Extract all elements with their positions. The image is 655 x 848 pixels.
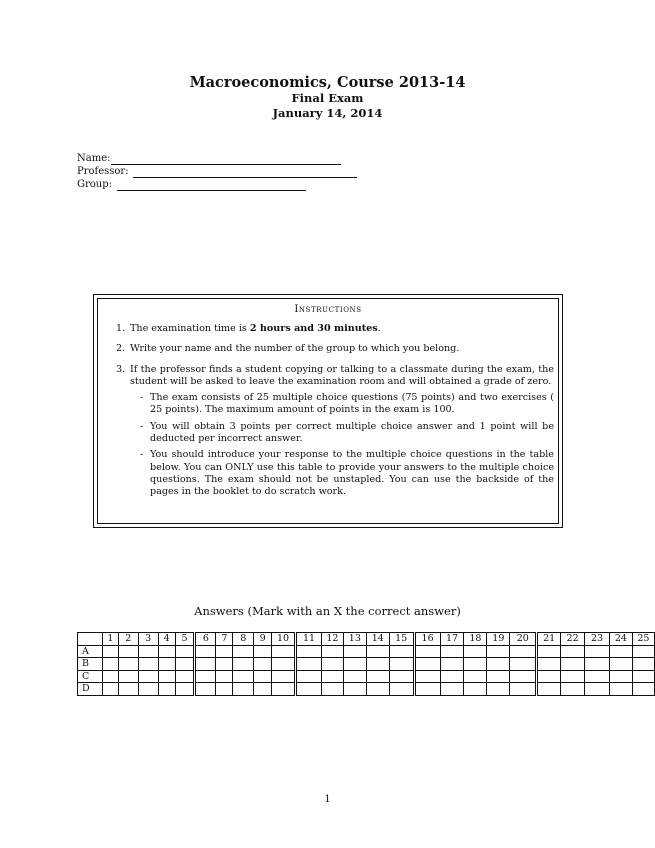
- instructions-title: Instructions: [294, 304, 362, 315]
- instruction-item: [116, 323, 554, 335]
- answer-cell[interactable]: [414, 670, 440, 683]
- instruction-subitem: [140, 449, 554, 498]
- answer-cell[interactable]: [609, 658, 632, 671]
- instruction-text: [130, 323, 554, 335]
- answer-cell[interactable]: [138, 645, 158, 658]
- answer-cell[interactable]: [102, 683, 118, 696]
- question-number-header: 13: [343, 633, 366, 646]
- answer-cell[interactable]: [195, 658, 216, 671]
- student-info-fields: [77, 152, 357, 191]
- question-number-header: 6: [195, 633, 216, 646]
- answer-cell[interactable]: [366, 683, 389, 696]
- answer-cell[interactable]: [487, 683, 510, 696]
- answer-cell[interactable]: [233, 683, 254, 696]
- answer-grid: [77, 632, 655, 696]
- answer-cell[interactable]: [464, 658, 487, 671]
- answer-cell[interactable]: [216, 645, 233, 658]
- instruction-item: [116, 343, 554, 355]
- answer-cell[interactable]: [195, 645, 216, 658]
- answer-cell[interactable]: [296, 645, 322, 658]
- answer-cell[interactable]: [464, 683, 487, 696]
- name-field-row: [77, 152, 357, 165]
- answer-cell[interactable]: [632, 658, 654, 671]
- page-number: 1: [324, 794, 331, 805]
- option-label: C: [78, 670, 103, 683]
- answer-cell[interactable]: [585, 670, 610, 683]
- answer-cell[interactable]: [537, 683, 561, 696]
- question-number-header: 9: [254, 633, 272, 646]
- answer-cell[interactable]: [233, 658, 254, 671]
- exam-subtitle: Final Exam: [291, 91, 364, 105]
- answer-cell[interactable]: [609, 670, 632, 683]
- answer-cell[interactable]: [343, 658, 366, 671]
- answer-cell[interactable]: [561, 670, 585, 683]
- name-field[interactable]: [111, 155, 341, 165]
- answer-cell[interactable]: [272, 658, 296, 671]
- subitem-text: The exam consists of 25 multiple choice questions (75 points) and two exercises ( 25 points). The maximum amount of points in the exam is 100.: [150, 392, 554, 416]
- answer-cell[interactable]: [158, 645, 175, 658]
- answer-cell[interactable]: [158, 658, 175, 671]
- answer-cell[interactable]: [272, 683, 296, 696]
- subitem-dash: -: [140, 449, 144, 461]
- instruction-number: 1.: [116, 323, 126, 334]
- answer-cell[interactable]: [440, 670, 464, 683]
- subitem-dash: -: [140, 420, 144, 432]
- answer-cell[interactable]: [158, 670, 175, 683]
- answer-cell[interactable]: [195, 683, 216, 696]
- answer-cell[interactable]: [175, 683, 195, 696]
- question-number-header: 8: [233, 633, 254, 646]
- instruction-subitem: [140, 421, 554, 446]
- answer-cell[interactable]: [440, 645, 464, 658]
- answer-cell[interactable]: [464, 670, 487, 683]
- subitem-text: You should introduce your response to the multiple choice questions in the table below. You can ONLY use this table to provide your answers to the multiple choice questions. The exam should not be unstapled. You can use the backside of the pages in the booklet to do scratch work.: [150, 449, 554, 498]
- question-number-header: 2: [118, 633, 138, 646]
- answer-grid-row: [78, 645, 655, 658]
- answer-cell[interactable]: [585, 645, 610, 658]
- instructions-list: [116, 323, 554, 503]
- instruction-sublist: [140, 392, 554, 498]
- answer-cell[interactable]: [321, 645, 343, 658]
- exam-title: Macroeconomics, Course 2013-14: [189, 74, 466, 91]
- question-number-header: 18: [464, 633, 487, 646]
- answer-cell[interactable]: [296, 683, 322, 696]
- question-number-header: 10: [272, 633, 296, 646]
- exam-header: [0, 74, 655, 121]
- answer-cell[interactable]: [609, 683, 632, 696]
- question-number-header: 1: [102, 633, 118, 646]
- answer-cell[interactable]: [254, 683, 272, 696]
- answer-cell[interactable]: [537, 645, 561, 658]
- answer-cell[interactable]: [343, 683, 366, 696]
- group-field-row: [77, 178, 357, 191]
- answer-cell[interactable]: [138, 683, 158, 696]
- question-number-header: 25: [632, 633, 654, 646]
- answer-grid-header-row: [78, 633, 655, 646]
- answer-cell[interactable]: [175, 645, 195, 658]
- answer-cell[interactable]: [464, 645, 487, 658]
- question-number-header: 21: [537, 633, 561, 646]
- question-number-header: 15: [389, 633, 414, 646]
- group-label: Group:: [77, 179, 112, 190]
- answer-cell[interactable]: [296, 658, 322, 671]
- answers-title: Answers (Mark with an X the correct answer): [194, 604, 461, 618]
- answer-cell[interactable]: [366, 658, 389, 671]
- answer-cell[interactable]: [487, 670, 510, 683]
- instructions-inner-frame: [97, 298, 559, 524]
- question-number-header: 11: [296, 633, 322, 646]
- answer-cell[interactable]: [561, 645, 585, 658]
- option-label: B: [78, 658, 103, 671]
- answer-cell[interactable]: [321, 658, 343, 671]
- answer-cell[interactable]: [414, 645, 440, 658]
- answer-cell[interactable]: [537, 658, 561, 671]
- answer-cell[interactable]: [366, 670, 389, 683]
- answer-cell[interactable]: [343, 645, 366, 658]
- name-label: Name:: [77, 153, 111, 164]
- answer-cell[interactable]: [272, 645, 296, 658]
- answer-cell[interactable]: [537, 670, 561, 683]
- answer-cell[interactable]: [254, 645, 272, 658]
- answer-cell[interactable]: [233, 645, 254, 658]
- answer-cell[interactable]: [321, 683, 343, 696]
- answer-cell[interactable]: [102, 645, 118, 658]
- question-number-header: 17: [440, 633, 464, 646]
- answer-cell[interactable]: [585, 683, 610, 696]
- answer-cell[interactable]: [510, 683, 537, 696]
- answer-cell[interactable]: [216, 658, 233, 671]
- answer-cell[interactable]: [254, 658, 272, 671]
- answer-cell[interactable]: [158, 683, 175, 696]
- answer-cell[interactable]: [366, 645, 389, 658]
- answer-cell[interactable]: [175, 670, 195, 683]
- professor-label: Professor:: [77, 166, 129, 177]
- instruction-subitem: [140, 392, 554, 417]
- instructions-box: [93, 294, 563, 528]
- answer-cell[interactable]: [118, 645, 138, 658]
- answer-cell[interactable]: [414, 683, 440, 696]
- answer-grid-row: [78, 683, 655, 696]
- answer-grid-row: [78, 658, 655, 671]
- answer-cell[interactable]: [632, 670, 654, 683]
- instruction-text: If the professor finds a student copying or talking to a classmate during the exam, the student will be asked to leave the examination room and will obtained a grade of zero.: [130, 363, 554, 387]
- answer-cell[interactable]: [389, 645, 414, 658]
- question-number-header: 20: [510, 633, 537, 646]
- question-number-header: 7: [216, 633, 233, 646]
- answer-cell[interactable]: [138, 670, 158, 683]
- instruction-item: [116, 364, 554, 389]
- exam-date: January 14, 2014: [272, 106, 383, 120]
- answer-cell[interactable]: [118, 683, 138, 696]
- answer-cell[interactable]: [389, 658, 414, 671]
- answer-cell[interactable]: [585, 658, 610, 671]
- answer-cell[interactable]: [102, 658, 118, 671]
- instruction-text-part: The examination time is: [130, 323, 250, 334]
- group-field[interactable]: [117, 181, 306, 191]
- answer-cell[interactable]: [487, 658, 510, 671]
- question-number-header: 23: [585, 633, 610, 646]
- question-number-header: 5: [175, 633, 195, 646]
- answer-cell[interactable]: [118, 670, 138, 683]
- option-label: A: [78, 645, 103, 658]
- answer-cell[interactable]: [561, 683, 585, 696]
- answer-cell[interactable]: [510, 658, 537, 671]
- answer-cell[interactable]: [440, 683, 464, 696]
- answer-cell[interactable]: [118, 658, 138, 671]
- answer-cell[interactable]: [216, 683, 233, 696]
- question-number-header: 14: [366, 633, 389, 646]
- instruction-number: 3.: [116, 363, 126, 375]
- question-number-header: 12: [321, 633, 343, 646]
- answer-cell[interactable]: [510, 645, 537, 658]
- answer-cell[interactable]: [321, 670, 343, 683]
- answer-grid-row: [78, 670, 655, 683]
- instruction-text: Write your name and the number of the group to which you belong.: [130, 343, 460, 355]
- question-number-header: 3: [138, 633, 158, 646]
- answer-grid-corner-cell: [78, 633, 103, 646]
- answer-cell[interactable]: [632, 645, 654, 658]
- instruction-bold-time: 2 hours and 30 minutes: [249, 323, 378, 334]
- subitem-dash: -: [140, 392, 144, 404]
- answer-cell[interactable]: [389, 670, 414, 683]
- question-number-header: 19: [487, 633, 510, 646]
- question-number-header: 24: [609, 633, 632, 646]
- answer-cell[interactable]: [195, 670, 216, 683]
- answer-cell[interactable]: [609, 645, 632, 658]
- professor-field[interactable]: [133, 168, 357, 178]
- answer-cell[interactable]: [138, 658, 158, 671]
- answer-cell[interactable]: [254, 670, 272, 683]
- answer-cell[interactable]: [487, 645, 510, 658]
- answer-cell[interactable]: [561, 658, 585, 671]
- answer-cell[interactable]: [272, 670, 296, 683]
- question-number-header: 16: [414, 633, 440, 646]
- answer-cell[interactable]: [389, 683, 414, 696]
- answer-cell[interactable]: [343, 670, 366, 683]
- question-number-header: 4: [158, 633, 175, 646]
- answer-cell[interactable]: [175, 658, 195, 671]
- instruction-text-end: .: [377, 323, 381, 334]
- professor-field-row: [77, 165, 357, 178]
- answer-cell[interactable]: [510, 670, 537, 683]
- subitem-text: You will obtain 3 points per correct multiple choice answer and 1 point will be deducted per incorrect answer.: [150, 420, 554, 445]
- answer-cell[interactable]: [414, 658, 440, 671]
- option-label: D: [78, 683, 103, 696]
- answer-cell[interactable]: [440, 658, 464, 671]
- question-number-header: 22: [561, 633, 585, 646]
- instruction-number: 2.: [116, 343, 126, 355]
- answer-cell[interactable]: [216, 670, 233, 683]
- answer-cell[interactable]: [296, 670, 322, 683]
- answer-cell[interactable]: [632, 683, 654, 696]
- answer-cell[interactable]: [233, 670, 254, 683]
- answer-cell[interactable]: [102, 670, 118, 683]
